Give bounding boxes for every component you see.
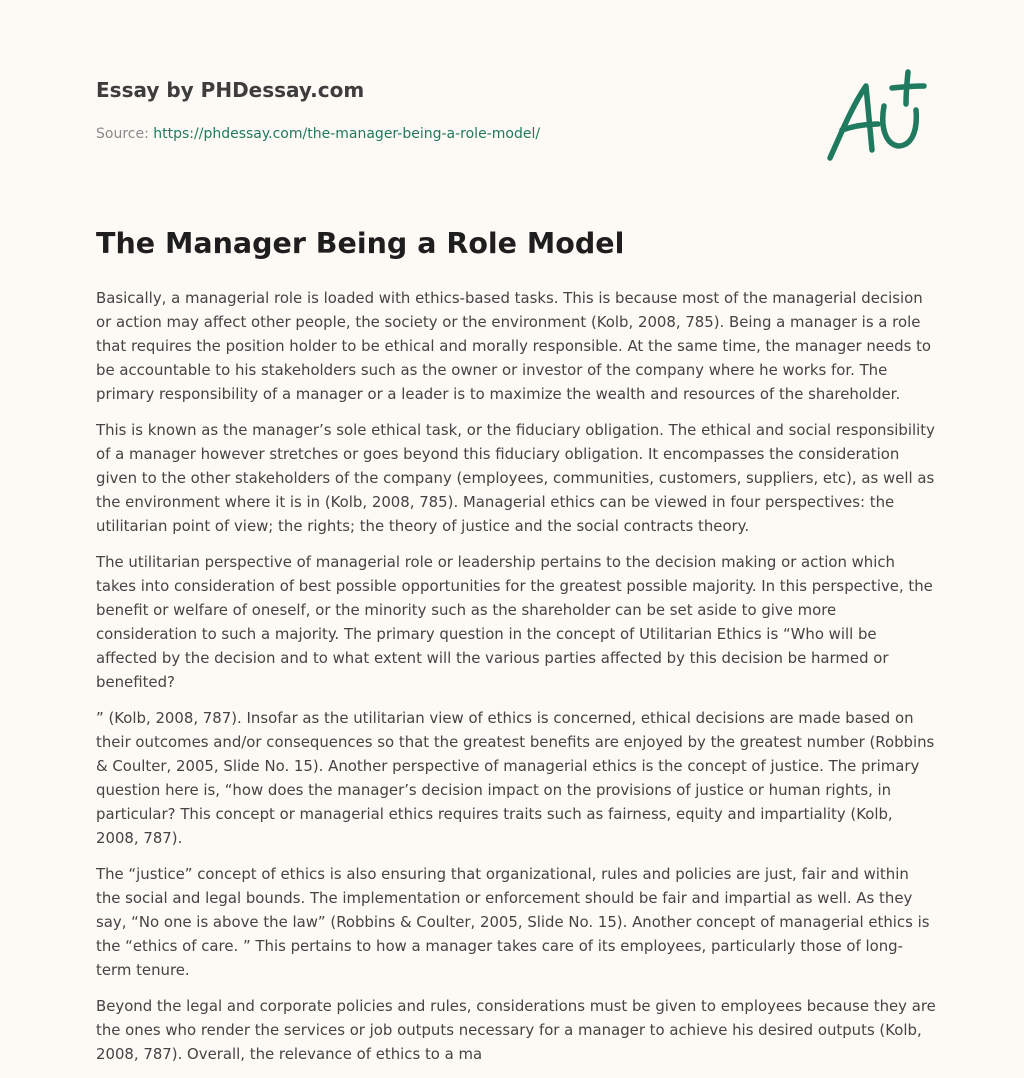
source-label: Source:	[96, 126, 149, 142]
site-title: Essay by PHDessay.com	[96, 78, 365, 102]
page-header	[96, 76, 796, 144]
paragraph: The utilitarian perspective of managerial role or leadership pertains to the decision making or action which takes into consideration of best possible opportunities for the greatest possible majority. In this perspective, the benefit or welfare of oneself, or the minority such as the shareholder can be set aside to give more consideration to such a majority. The primary question in the concept of Utilitarian Ethics is “Who will be affected by the decision and to what extent will the various parties affected by this decision be harmed or benefited?	[96, 553, 933, 691]
paragraph: The “justice” concept of ethics is also ensuring that organizational, rules and policies are just, fair and within the social and legal bounds. The implementation or enforcement should be fair and impartial as well. As they say, “No one is above the law” (Robbins & Coulter, 2005, Slide No. 15). Another concept of managerial ethics is the “ethics of care. ” This pertains to how a manager takes care of its employees, particularly those of long-term tenure.	[96, 865, 930, 979]
a-plus-logo-icon	[820, 66, 930, 166]
source-line	[96, 124, 796, 144]
paragraph: Basically, a managerial role is loaded with ethics-based tasks. This is because most of the managerial decision or action may affect other people, the society or the environment (Kolb, 2008, 785). Being a manager is a role that requires the position holder to be ethical and morally responsible. At the same time, the manager needs to be accountable to his stakeholders such as the owner or investor of the company where he works for. The primary responsibility of a manager or a leader is to maximize the wealth and resources of the shareholder.	[96, 289, 932, 403]
paragraph: Beyond the legal and corporate policies and rules, considerations must be given to employees because they are the ones who render the services or job outputs necessary for a manager to achieve his desired outputs (Kolb, 2008, 787). Overall, the relevance of ethics to a ma	[96, 997, 936, 1063]
paragraph: ” (Kolb, 2008, 787). Insofar as the utilitarian view of ethics is concerned, ethical decisions are made based on their outcomes and/or consequences so that the greatest benefits are enjoyed by the greatest number (Robbins & Coulter, 2005, Slide No. 15). Another perspective of managerial ethics is the concept of justice. The primary question here is, “how does the manager’s decision impact on the provisions of justice or human rights, in particular? This concept or managerial ethics requires traits such as fairness, equity and impartiality (Kolb, 2008, 787).	[96, 709, 935, 847]
paragraph: This is known as the manager’s sole ethical task, or the fiduciary obligation. The ethical and social responsibility of a manager however stretches or goes beyond this fiduciary obligation. It encompasses the consideration given to the other stakeholders of the company (employees, communities, customers, suppliers, etc), as well as the environment where it is in (Kolb, 2008, 785). Managerial ethics can be viewed in four perspectives: the utilitarian point of view; the rights; the theory of justice and the social contracts theory.	[96, 421, 935, 535]
article-body	[96, 286, 936, 1078]
page-title: The Manager Being a Role Model	[96, 227, 625, 260]
source-link[interactable]: https://phdessay.com/the-manager-being-a-role-model/	[153, 126, 541, 142]
